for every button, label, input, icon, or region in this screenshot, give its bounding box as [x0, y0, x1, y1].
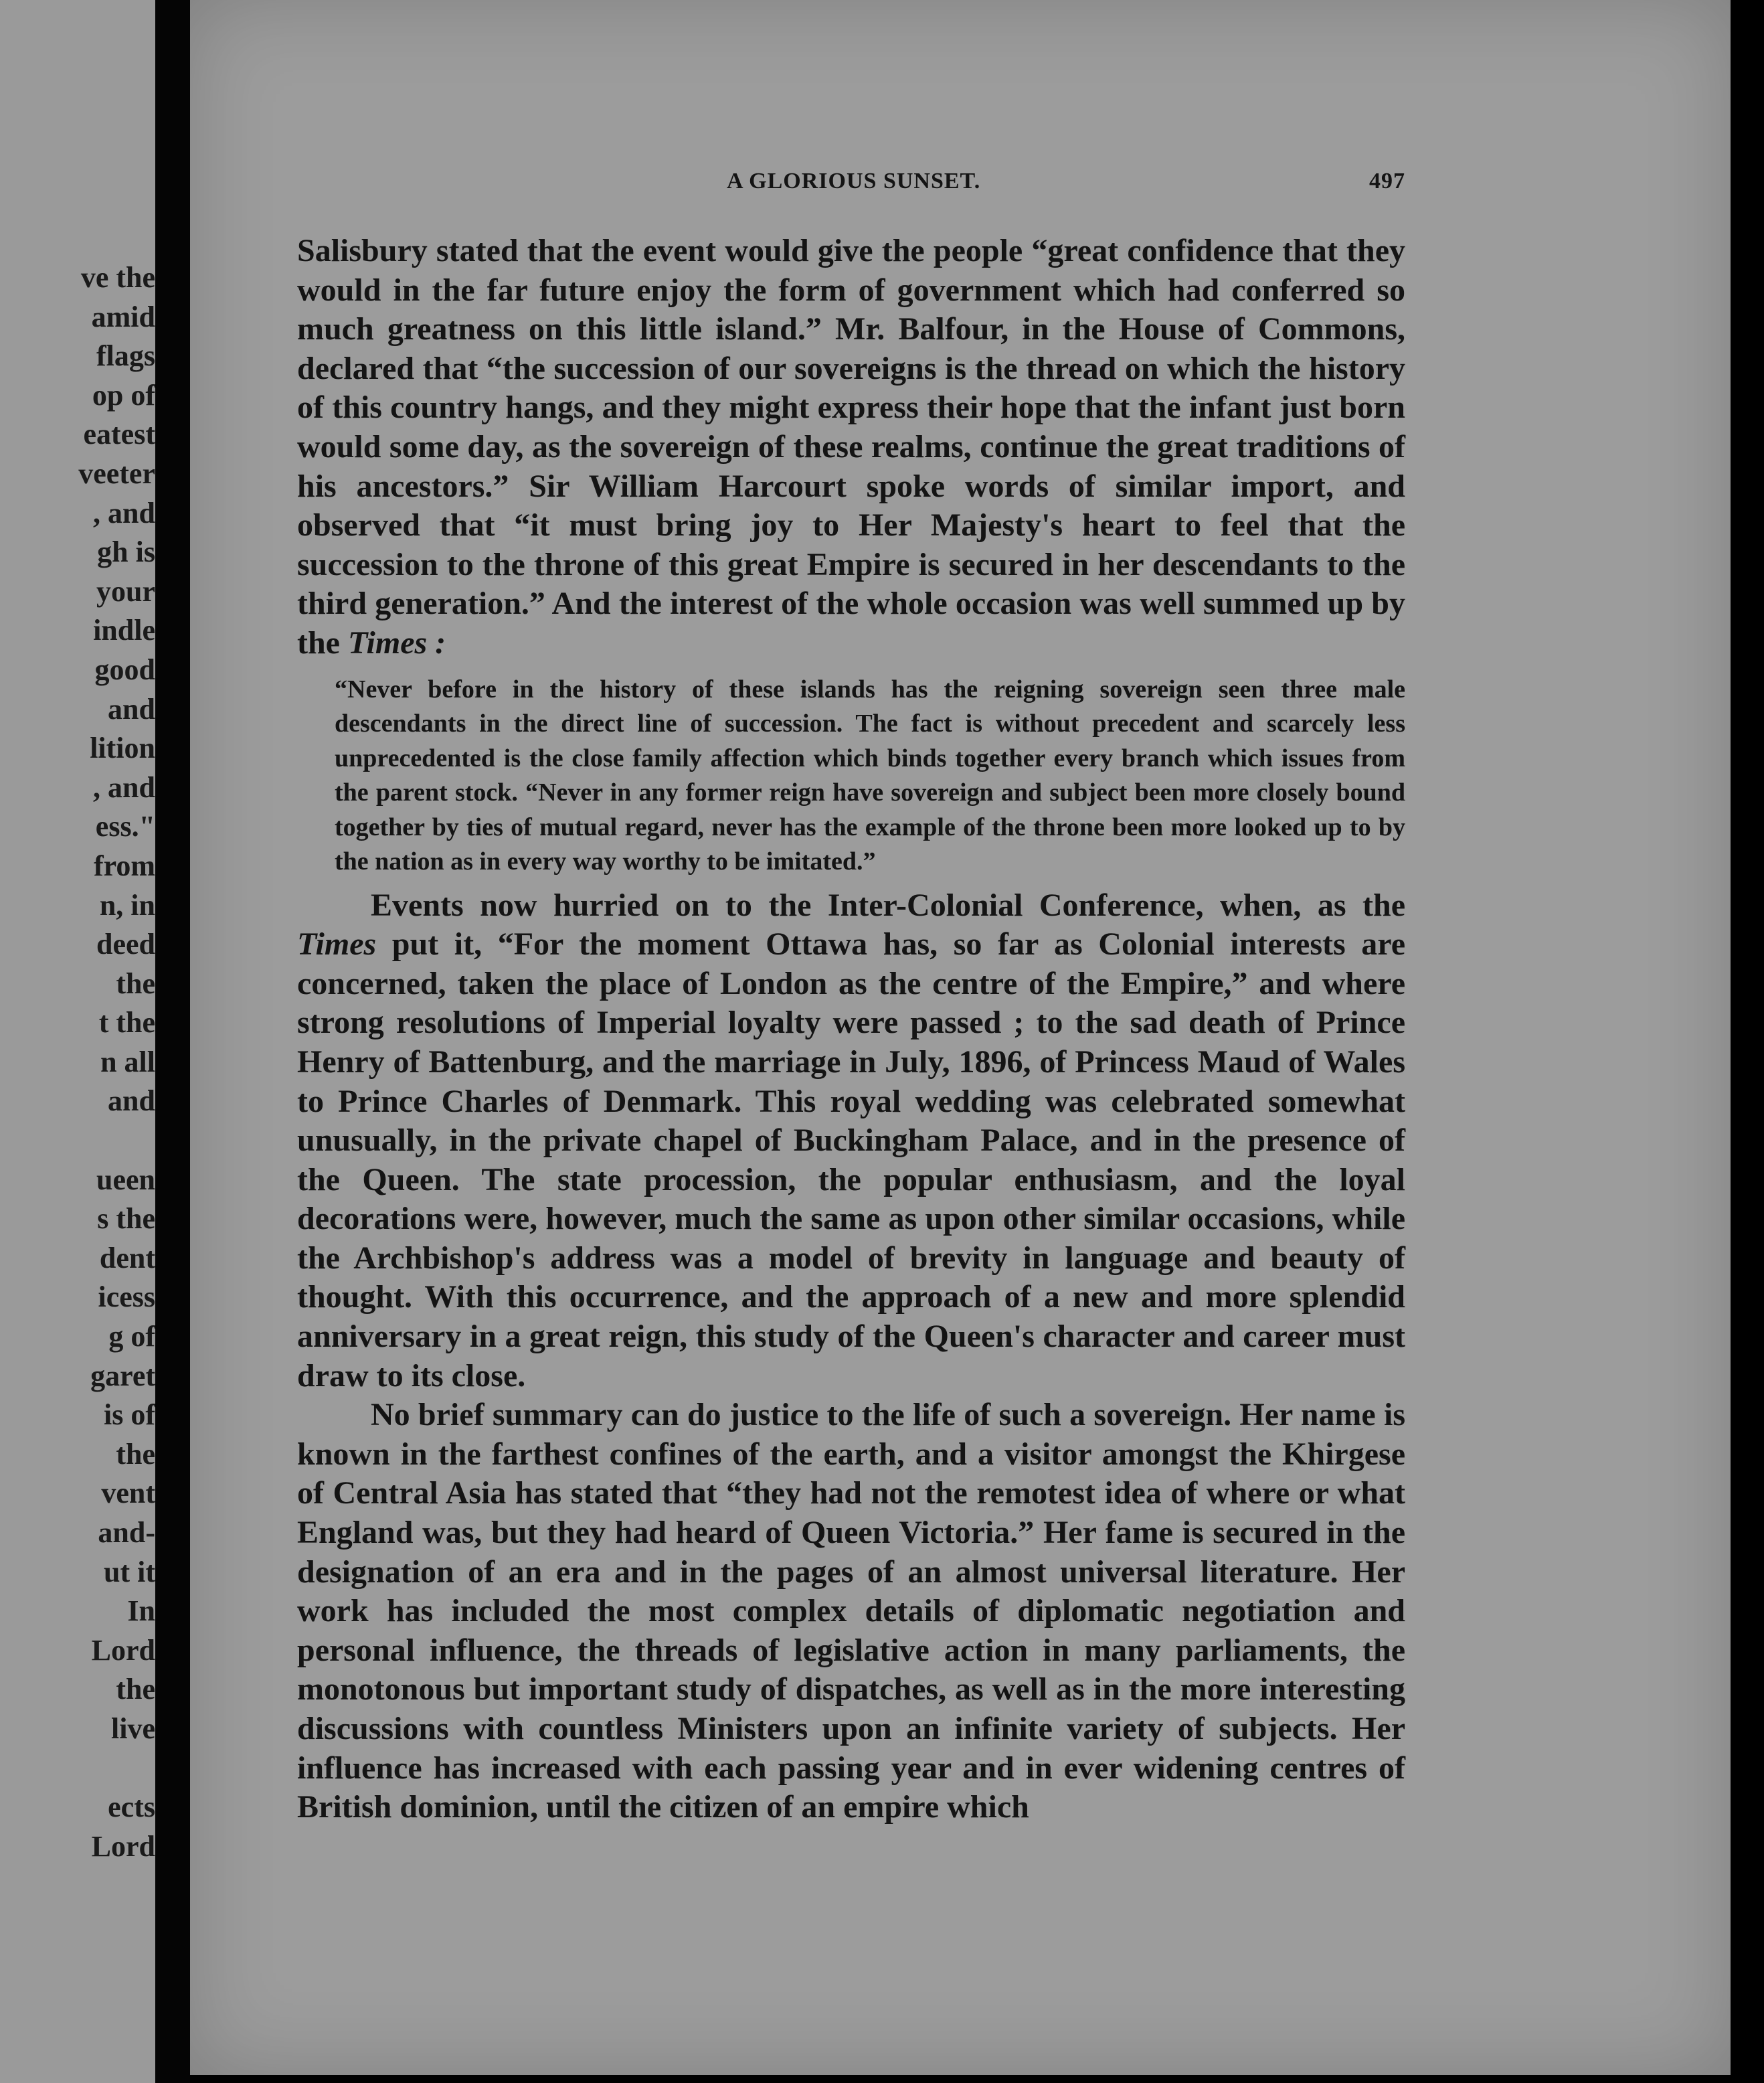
- paragraph-3: No brief summary can do justice to the life of such a sovereign. Her name is known in the farthest confines of the earth, and a visitor amongst the Khirgese of Central Asia has stated that “they had not the remotest idea of where or what England was, but they had heard of Queen Victoria.” Her fame is secured in the designation of an era and in the pages of an almost universal literature. Her work has included the most complex details of diplomatic negotiation and personal influence, the threads of legislative action in many parliaments, the monotonous but important study of dispatches, as well as in the more interesting discussions with countless Ministers upon an infinite variety of subjects. Her influence has increased with each passing year and in ever widening centres of British dominion, until the citizen of an empire which: [297, 1397, 1405, 1825]
- paragraph-2-rest: put it, “For the moment Ottawa has, so far as Colonial interests are concerned, taken the place of London as the centre of the Empire,” and where strong resolutions of Imperial loyalty were passed ; to the sad death of Prince Henry of Battenburg, and the marriage in July, 1896, of Princess Maud of Wales to Prince Charles of Denmark. This royal wedding was celebrated somewhat unusually, in the private chapel of Buckingham Palace, and in the presence of the Queen. The state procession, the popular enthusiasm, and the loyal decorations were, however, much the same as upon other similar occasions, while the Archbishop's address was a model of brevity in language and beauty of thought. With this occurrence, and the approach of a new and more splendid anniversary in a great reign, this study of the Queen's character and career must draw to its close.: [297, 926, 1405, 1394]
- paragraph-2: [297, 886, 1405, 1396]
- running-title: A GLORIOUS SUNSET.: [727, 169, 981, 193]
- block-quote: “Never before in the history of these islands has the reigning sovereign seen three male descendants in the direct line of succession. The fact is without precedent and scarcely less unprecedented is the close family affection which binds together every branch which issues from the parent stock. “Never in any former reign have sovereign and subject been more closely bound together by ties of mutual regard, never has the example of the throne been more looked up to by the nation as in every way worthy to be imitated.”: [335, 675, 1405, 876]
- paragraph-1-text: Salisbury stated that the event would give the people “great confidence that they would in the far future enjoy the form of government which had conferred so much greatness on this little island.” Mr. Balfour, in the House of Commons, declared that “the succession of our sovereigns is the thread on which the history of this country hangs, and they might express their hope that the infant just born would some day, as the sovereign of these realms, continue the great traditions of his ancestors.” Sir William Harcourt spoke words of similar import, and observed that “it must bring joy to Her Majesty's heart to feel that the succession to the throne of this great Empire is secured in her descendants to the third generation.” And the interest of the whole occasion was well summed up by the: [297, 233, 1405, 661]
- paragraph-2-start: Events now hurried on to the Inter-Colonial Conference, when, as the: [371, 887, 1405, 923]
- times-reference-2: Times: [297, 926, 377, 963]
- page-number: 497: [1369, 169, 1405, 193]
- body-text: [297, 232, 1405, 1827]
- right-scan-edge: [1731, 0, 1764, 2083]
- paragraph-1: [297, 232, 1405, 663]
- times-reference: Times :: [347, 624, 446, 661]
- facing-page: [0, 0, 155, 2083]
- facing-page-text-fragments: ve the amid flags op of eatest veeter , and gh is your indle good and lition , and ess." from n, in deed the t the n all and ueen s the dent icess g of garet is of the vent and- ut it In Lord the live ects Lord: [78, 261, 155, 1863]
- book-gutter: [155, 0, 190, 2083]
- book-page: [190, 0, 1731, 2075]
